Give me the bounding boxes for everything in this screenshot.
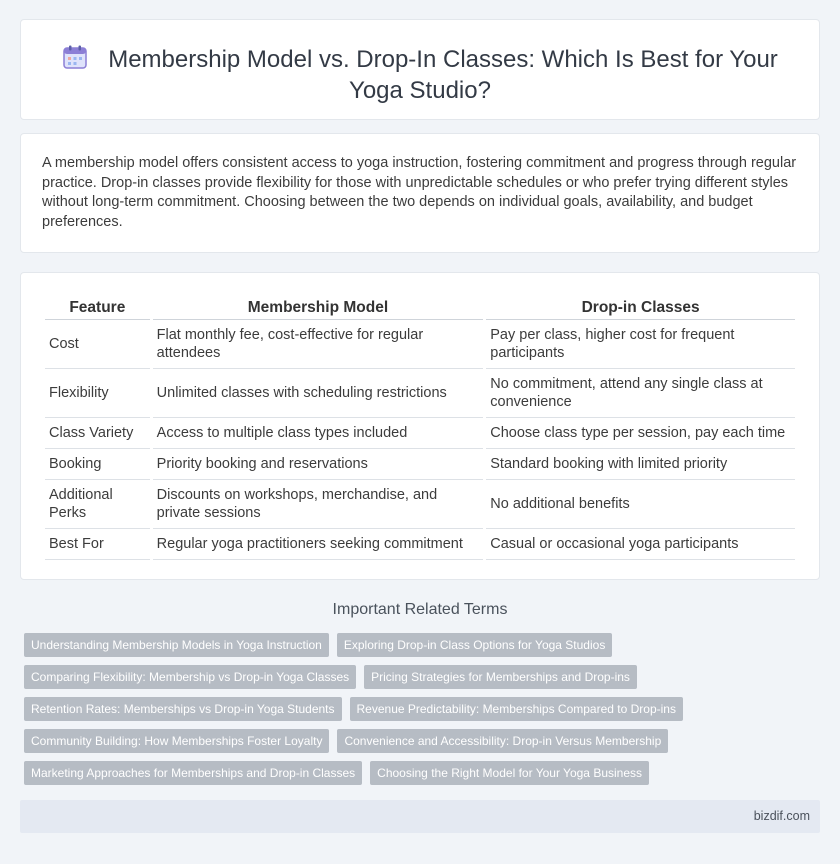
cell-dropin: Choose class type per session, pay each time: [486, 418, 795, 449]
cell-feature: Cost: [45, 320, 150, 369]
intro-paragraph: A membership model offers consistent access to yoga instruction, fostering commitment and progress through regular practice. Drop-in classes provide flexibility for those with unpredictable schedules or who prefer trying different styles without long-term commitment. Choosing between the two depends on individual goals, availability, and budget preferences.: [42, 155, 797, 230]
tag-row: [24, 761, 804, 793]
related-term-tag[interactable]: Exploring Drop-in Class Options for Yoga Studios: [337, 633, 612, 657]
cell-dropin: No commitment, attend any single class at convenience: [486, 369, 795, 418]
cell-dropin: No additional benefits: [486, 480, 795, 529]
title-wrap: [61, 44, 779, 106]
related-term-tag[interactable]: Choosing the Right Model for Your Yoga Business: [370, 761, 649, 785]
intro-card: [20, 133, 820, 253]
related-terms-title: Important Related Terms: [332, 601, 508, 618]
cell-dropin: Pay per class, higher cost for frequent participants: [486, 320, 795, 369]
cell-feature: Class Variety: [45, 418, 150, 449]
related-term-tag[interactable]: Revenue Predictability: Memberships Compared to Drop-ins: [350, 697, 683, 721]
cell-feature: Flexibility: [45, 369, 150, 418]
cell-feature: Booking: [45, 449, 150, 480]
cell-dropin: Casual or occasional yoga participants: [486, 529, 795, 560]
table-row: [45, 529, 795, 560]
tag-row: [24, 697, 804, 729]
related-term-tag[interactable]: Comparing Flexibility: Membership vs Drop-in Yoga Classes: [24, 665, 356, 689]
table-row: [45, 449, 795, 480]
related-term-tag[interactable]: Retention Rates: Memberships vs Drop-in Yoga Students: [24, 697, 342, 721]
related-term-tag[interactable]: Community Building: How Memberships Foster Loyalty: [24, 729, 329, 753]
header-dropin: Drop-in Classes: [486, 296, 795, 320]
table-row: [45, 480, 795, 529]
cell-feature: Additional Perks: [45, 480, 150, 529]
table-row: [45, 320, 795, 369]
cell-membership: Discounts on workshops, merchandise, and private sessions: [153, 480, 484, 529]
cell-membership: Unlimited classes with scheduling restrictions: [153, 369, 484, 418]
table-row: [45, 418, 795, 449]
comparison-table-card: [20, 272, 820, 580]
header-membership: Membership Model: [153, 296, 484, 320]
cell-membership: Priority booking and reservations: [153, 449, 484, 480]
page-title: [61, 44, 779, 106]
cell-membership: Regular yoga practitioners seeking commitment: [153, 529, 484, 560]
tag-row: [24, 633, 804, 665]
header-feature: Feature: [45, 296, 150, 320]
tag-row: [24, 729, 804, 761]
table-header-row: [45, 296, 795, 320]
footer: [20, 800, 820, 833]
cell-membership: Flat monthly fee, cost-effective for regular attendees: [153, 320, 484, 369]
table-row: [45, 369, 795, 418]
cell-feature: Best For: [45, 529, 150, 560]
tag-row: [24, 665, 804, 697]
related-term-tag[interactable]: Pricing Strategies for Memberships and Drop-ins: [364, 665, 637, 689]
related-term-tag[interactable]: Convenience and Accessibility: Drop-in Versus Membership: [337, 729, 668, 753]
cell-dropin: Standard booking with limited priority: [486, 449, 795, 480]
related-term-tag[interactable]: Understanding Membership Models in Yoga Instruction: [24, 633, 329, 657]
footer-site[interactable]: bizdif.com: [753, 809, 810, 823]
calendar-icon: [62, 44, 88, 70]
cell-membership: Access to multiple class types included: [153, 418, 484, 449]
page-title-text: Membership Model vs. Drop-In Classes: Which Is Best for Your Yoga Studio?: [108, 46, 778, 104]
header-card: [20, 19, 820, 120]
related-terms-tags: [24, 633, 804, 793]
related-term-tag[interactable]: Marketing Approaches for Memberships and Drop-in Classes: [24, 761, 362, 785]
comparison-table: [42, 296, 798, 560]
